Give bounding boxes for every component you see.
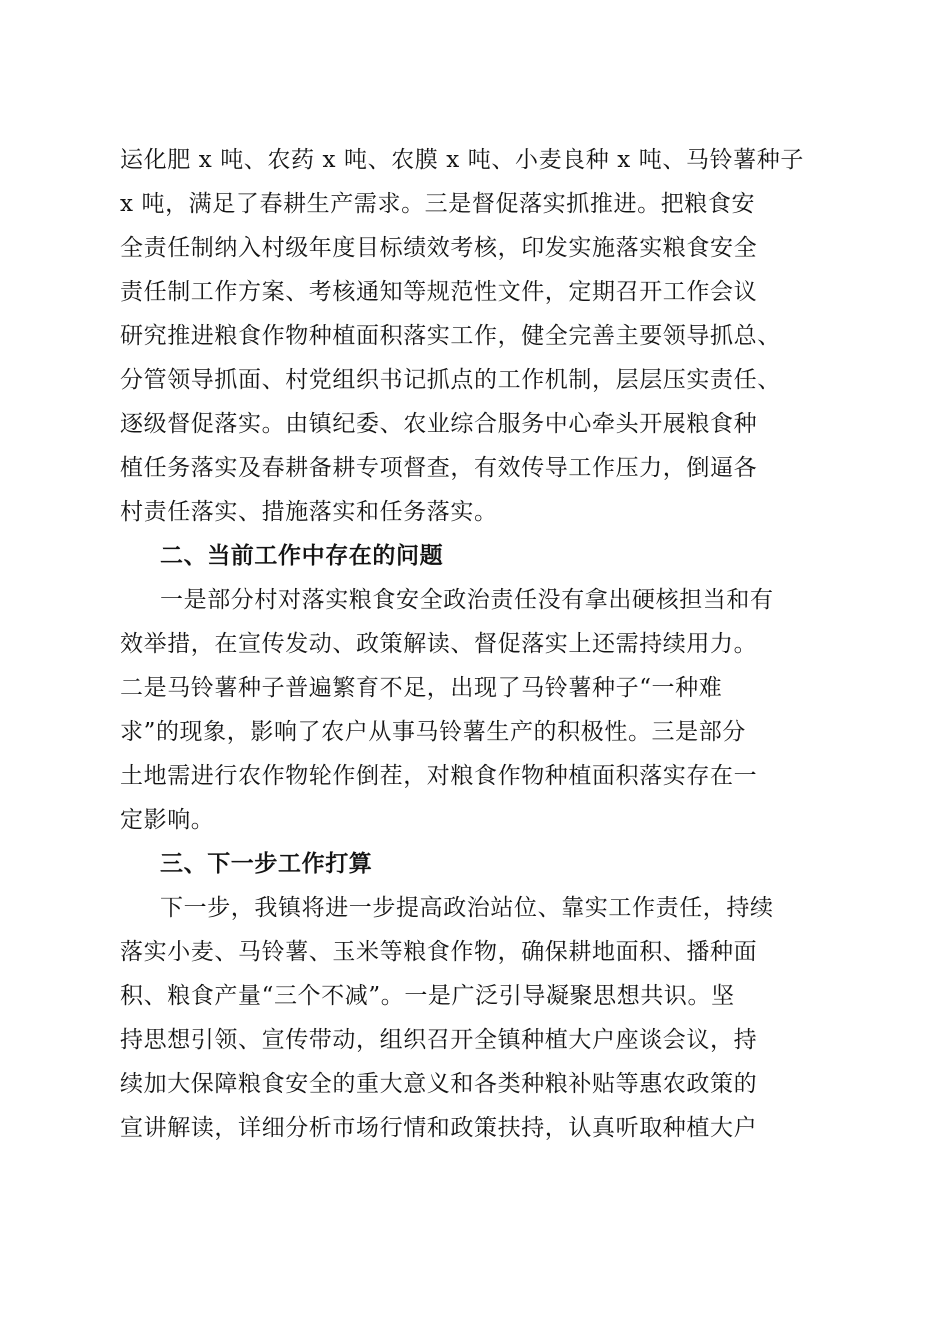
paragraph-current-problems — [120, 578, 832, 842]
section-heading-next-steps: 三、下一步工作打算 — [160, 851, 373, 877]
text-line: 落实小麦、马铃薯、玉米等粮食作物，确保耕地面积、播种面 — [120, 939, 758, 965]
paragraph-grain-safety-measures — [120, 138, 832, 534]
text-line: 植任务落实及春耕备耕专项督查，有效传导工作压力，倒逼各 — [120, 455, 758, 481]
text-line: 一是部分村对落实粮食安全政治责任没有拿出硬核担当和有 — [160, 587, 774, 613]
text-line: 宣讲解读，详细分析市场行情和政策扶持，认真听取种植大户 — [120, 1115, 758, 1141]
text-line: 求”的现象，影响了农户从事马铃薯生产的积极性。三是部分 — [120, 719, 746, 745]
text-line: x 吨，满足了春耕生产需求。三是督促落实抓推进。把粮食安 — [120, 191, 756, 217]
text-line: 二是马铃薯种子普遍繁育不足，出现了马铃薯种子“一种难 — [120, 675, 723, 701]
text-line: 土地需进行农作物轮作倒茬，对粮食作物种植面积落实存在一 — [120, 763, 758, 789]
paragraph-next-steps — [120, 886, 832, 1150]
text-line: 分管领导抓面、村党组织书记抓点的工作机制，层层压实责任、 — [120, 367, 781, 393]
text-line: 研究推进粮食作物种植面积落实工作，健全完善主要领导抓总、 — [120, 323, 781, 349]
text-line: 全责任制纳入村级年度目标绩效考核，印发实施落实粮食安全 — [120, 235, 758, 261]
text-line: 下一步，我镇将进一步提高政治站位、靠实工作责任，持续 — [160, 895, 774, 921]
text-line: 逐级督促落实。由镇纪委、农业综合服务中心牵头开展粮食种 — [120, 411, 758, 437]
text-line: 持思想引领、宣传带动，组织召开全镇种植大户座谈会议，持 — [120, 1027, 758, 1053]
text-line: 续加大保障粮食安全的重大意义和各类种粮补贴等惠农政策的 — [120, 1071, 758, 1097]
text-line: 村责任落实、措施落实和任务落实。 — [120, 499, 498, 525]
text-line: 运化肥 x 吨、农药 x 吨、农膜 x 吨、小麦良种 x 吨、马铃薯种子 — [120, 147, 804, 173]
section-heading-problems: 二、当前工作中存在的问题 — [160, 543, 444, 569]
text-line: 责任制工作方案、考核通知等规范性文件，定期召开工作会议 — [120, 279, 758, 305]
text-line: 效举措，在宣传发动、政策解读、督促落实上还需持续用力。 — [120, 631, 758, 657]
text-line: 积、粮食产量“三个不减”。一是广泛引导凝聚思想共识。坚 — [120, 983, 735, 1009]
text-line: 定影响。 — [120, 807, 215, 833]
document-body — [120, 138, 832, 1150]
